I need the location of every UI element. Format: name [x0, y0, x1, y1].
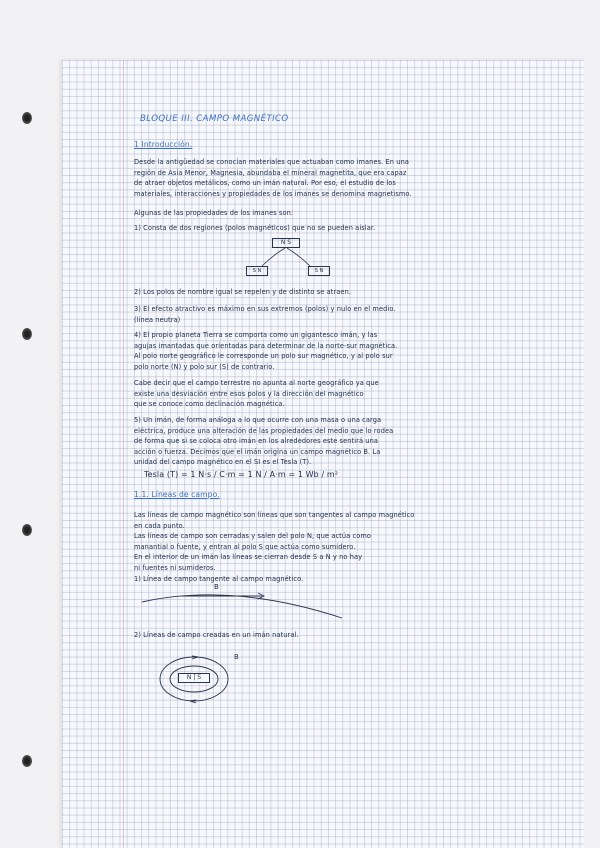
paragraph-tangent-line: 1) Línea de campo tangente al campo magnético. — [134, 575, 304, 583]
magnet-s-label: S — [287, 239, 292, 246]
bar-magnet-n: N — [186, 674, 192, 681]
paragraph-property-2: 2) Los polos de nombre igual se repelen y de distinto se atraen. — [134, 288, 352, 296]
paragraph-properties-intro: Algunas de las propiedades de los imanes son: — [134, 209, 294, 217]
paragraph-declination: Cabe decir que el campo terrestre no apunta al norte geográfico ya que existe una desviación entre esos polos y la dirección del magnético que se conoce como declinación magnética. — [134, 379, 379, 409]
magnet-piece-left: S N — [246, 266, 268, 276]
section-heading-field-lines: 1.1. Líneas de campo. — [134, 490, 220, 499]
binder-hole-2 — [22, 328, 32, 340]
vector-b2-label: B — [234, 653, 239, 661]
paragraph-property-1: 1) Consta de dos regiones (polos magnéticos) que no se pueden aislar. — [134, 224, 376, 232]
bar-magnet: N | S — [178, 673, 210, 683]
tangent-field-line-diagram — [142, 588, 382, 628]
paragraph-property-4: 4) El propio planeta Tierra se comporta como un gigantesco imán, y las agujas imantadas que orientadas para determinar de la norte-sur magnética. Al polo norte geográfico le corresponde un polo sur magnético, y al polo sur polo norte (N) y polo sur (S) de contrario. — [134, 331, 398, 371]
bar-magnet-s: S — [197, 674, 202, 681]
binder-hole-3 — [22, 524, 32, 536]
vector-b-label: B — [214, 583, 219, 591]
paragraph-natural-magnet-lines: 2) Líneas de campo creadas en un imán natural. — [134, 631, 299, 639]
page-title: BLOQUE III. CAMPO MAGNÉTICO — [140, 114, 289, 124]
field-line-curve — [142, 595, 342, 618]
binder-hole-4 — [22, 755, 32, 767]
magnet-field-lines-diagram — [154, 645, 274, 715]
section-heading-introduction: 1 Introducción. — [134, 140, 193, 149]
paragraph-field-lines: Las líneas de campo magnético son líneas que son tangentes al campo magnético en cada punto. Las líneas de campo son cerradas y salen del polo N, que actúa como manantial o fuente, y entran al polo S que actúa como sumidero. En el interior de un imán las líneas se cierran desde S a N y no hay ni fuentes ni sumideros. — [134, 511, 415, 572]
paragraph-property-3: 3) El efecto atractivo es máximo en sus extremos (polos) y nulo en el medio. (línea neutra) — [134, 305, 396, 324]
field-arrow-bottom — [190, 700, 196, 703]
paragraph-history: Desde la antigüedad se conocían materiales que actuaban como imanes. En una región de Asia Menor, Magnesia, abundaba el mineral magnetita, que era capaz de atraer objetos metálicos, como un imán natural. Por eso, el estudio de los materiales, interacciones y propiedades de los imanes se denomina magnetismo. — [134, 158, 412, 198]
magnet-piece-right: S N — [308, 266, 330, 276]
magnet-diagram-split — [252, 238, 322, 278]
notebook-page — [62, 60, 584, 848]
binder-hole-1 — [22, 112, 32, 124]
magnet-n-label: N — [280, 239, 286, 246]
paragraph-property-5: 5) Un imán, de forma análoga a lo que ocurre con una masa o una carga eléctrica, produce una alteración de las propiedades del medio que lo rodea de forma que si se coloca otro imán en los alrededores este sentirá una acción o fuerza. Decimos que el imán origina un campo magnético B. La unidad del campo magnético en el SI es el Tesla (T). — [134, 416, 394, 467]
field-arrow-top — [192, 656, 198, 659]
tesla-unit-formula: Tesla (T) = 1 N·s / C·m = 1 N / A·m = 1 Wb / m² — [144, 470, 339, 479]
page-margin-line — [123, 60, 124, 848]
